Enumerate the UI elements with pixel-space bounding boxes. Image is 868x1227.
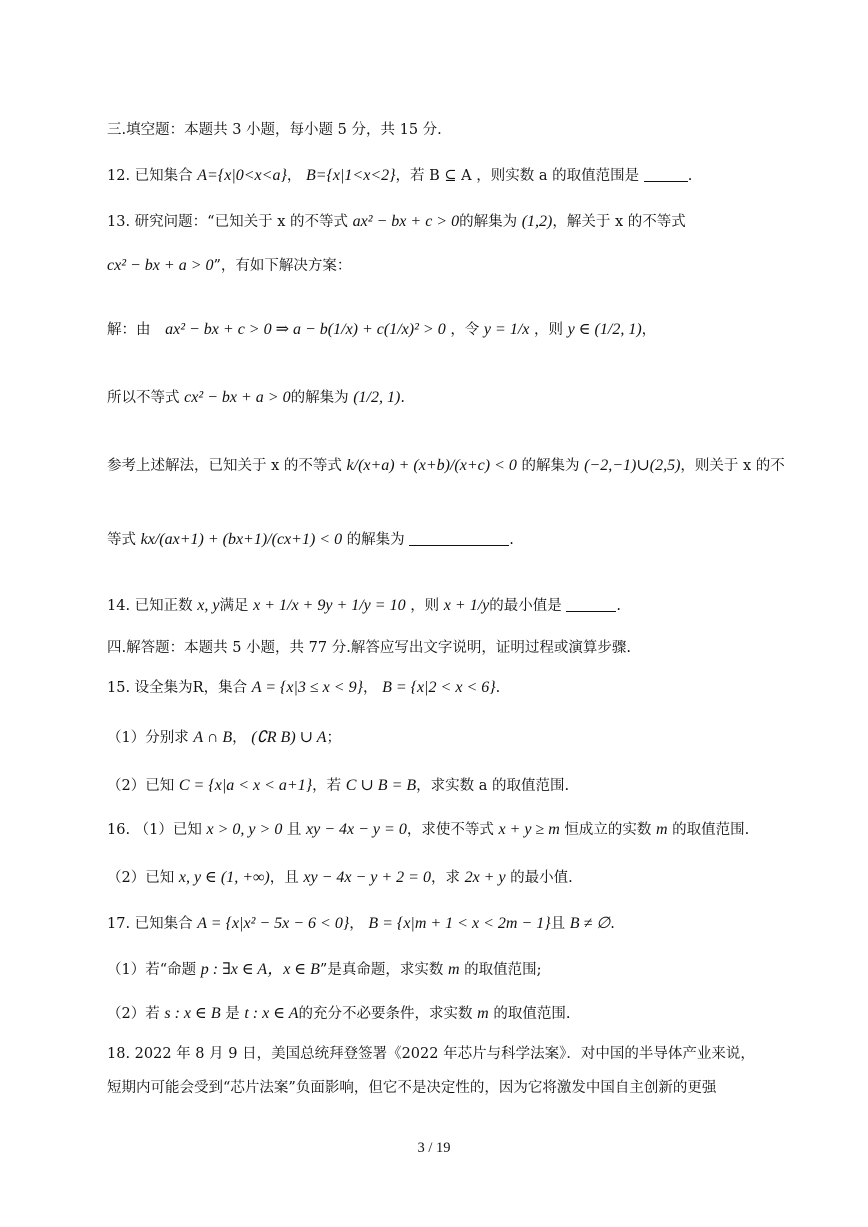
answer-blank: [644, 167, 688, 182]
solution-derivation: ax² − bx + c > 0 ⇒ a − b(1/x) + c(1/x)² > 0: [165, 321, 446, 338]
question-18-line-2: 短期内可能会受到“芯片法案”负面影响，但它不是决定性的，因为它将激发中国自主创新的更强: [107, 1080, 717, 1096]
question-18-line-1: 18. 2022 年 8 月 9 日，美国总统拜登签署《2022 年芯片与科学法案》．对中国的半导体产业来说，: [107, 1046, 755, 1062]
set-b: B={x|1<x<2}: [305, 167, 396, 184]
question-13-line-1: 13. 研究问题：“已知关于 x 的不等式 ax² − bx + c > 0的解集为 (1,2)，解关于 x 的不等式: [107, 213, 686, 230]
question-15-part-1: （1）分别求 A ∩ B， (∁R B) ∪ A；: [107, 729, 342, 746]
question-13-ask: 等式 kx/(ax+1) + (bx+1)/(cx+1) < 0 的解集为 .: [107, 531, 514, 548]
question-13-line-2: cx² − bx + a > 0”，有如下解决方案：: [107, 257, 352, 274]
question-13-reference: 参考上述解法，已知关于 x 的不等式 k/(x+a) + (x+b)/(x+c) < 0 的解集为 (−2,−1)∪(2,5)，则关于 x 的不: [107, 457, 785, 474]
question-15: 15. 设全集为R，集合 A = {x|3 ≤ x < 9}， B = {x|2 < x < 6}.: [107, 679, 501, 696]
question-17-part-1: （1）若“命题 p : ∃x ∈ A，x ∈ B”是真命题，求实数 m 的取值范围;: [107, 961, 542, 978]
question-16-part-1: 16. （1）已知 x > 0, y > 0 且 xy − 4x − y = 0，求使不等式 x + y ≥ m 恒成立的实数 m 的取值范围.: [107, 821, 750, 838]
question-17-part-2: （2）若 s : x ∈ B 是 t : x ∈ A的充分不必要条件，求实数 m 的取值范围.: [107, 1005, 571, 1022]
question-14: 14. 已知正数 x, y满足 x + 1/x + 9y + 1/y = 10 ，则 x + 1/y的最小值是 .: [107, 597, 621, 614]
question-16-part-2: （2）已知 x, y ∈ (1, +∞)，且 xy − 4x − y + 2 = 0，求 2x + y 的最小值.: [107, 869, 573, 886]
question-13-solution: 解：由 ax² − bx + c > 0 ⇒ a − b(1/x) + c(1/x)² > 0 ，令 y = 1/x ，则 y ∈ (1/2, 1)，: [107, 321, 657, 338]
question-13-conclusion: 所以不等式 cx² − bx + a > 0的解集为 (1/2, 1).: [107, 389, 405, 406]
section-4-heading: 四.解答题：本题共 5 小题，共 77 分.解答应写出文字说明，证明过程或演算步骤.: [107, 640, 631, 656]
question-15-part-2: （2）已知 C = {x|a < x < a+1}，若 C ∪ B = B，求实数 a 的取值范围.: [107, 777, 570, 794]
set-a: A={x|0<x<a}: [197, 167, 287, 184]
question-17: 17. 已知集合 A = {x|x² − 5x − 6 < 0}， B = {x|m + 1 < x < 2m − 1}且 B ≠ ∅.: [107, 915, 615, 932]
answer-blank: [409, 531, 509, 546]
section-3-heading: 三.填空题：本题共 3 小题，每小题 5 分，共 15 分.: [107, 122, 442, 138]
page-number: 3 / 19: [417, 1140, 451, 1156]
question-12: 12. 已知集合 A={x|0<x<a}， B={x|1<x<2}，若 B ⊆ A ，则实数 a 的取值范围是 .: [107, 167, 693, 184]
answer-blank: [566, 597, 616, 612]
